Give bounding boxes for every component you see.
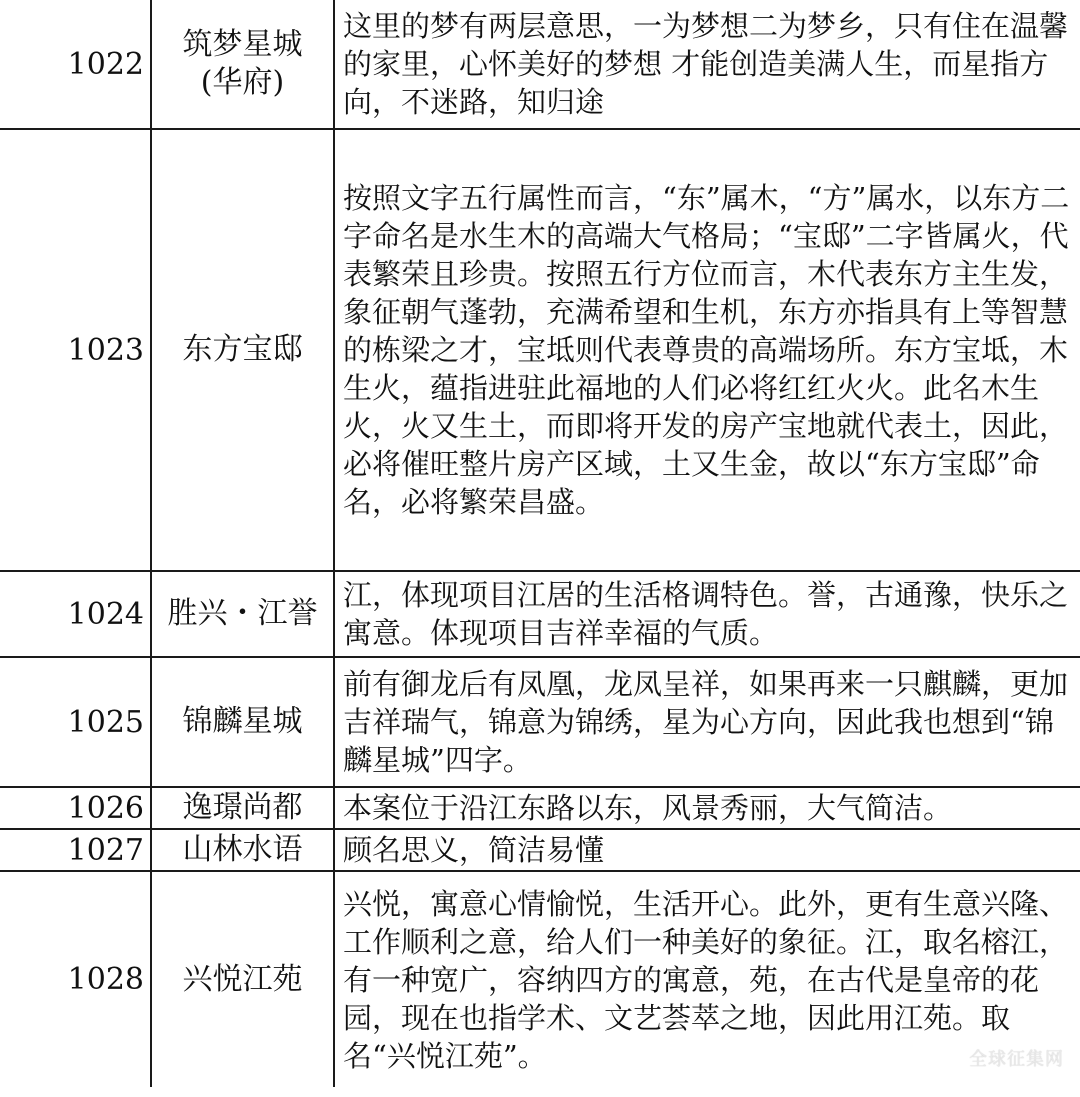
entry-description: 本案位于沿江东路以东，风景秀丽，大气简洁。 [334,787,1080,829]
entry-description: 兴悦，寓意心情愉悦，生活开心。此外，更有生意兴隆、工作顺利之意，给人们一种美好的象征。江，取名榕江，有一种宽广，容纳四方的寓意，苑，在古代是皇帝的花园，现在也指学术、文艺荟萃之地，因此用江苑。取名“兴悦江苑”。 [334,871,1080,1087]
entry-description: 前有御龙后有凤凰，龙凤呈祥，如果再来一只麒麟，更加吉祥瑞气，锦意为锦绣，星为心方向，因此我也想到“锦麟星城”四字。 [334,657,1080,787]
entry-name-line: 山林水语 [182,832,303,867]
entry-number: 1023 [0,129,151,571]
entry-number: 1025 [0,657,151,787]
table-row [0,871,1080,1087]
table-row [0,787,1080,829]
table-row [0,129,1080,571]
entry-name-line: 兴悦江苑 [182,961,303,997]
entry-description: 江，体现项目江居的生活格调特色。誉，古通豫，快乐之寓意。体现项目吉祥幸福的气质。 [334,571,1080,657]
watermark-logo: 全球征集网 [969,1049,1064,1070]
entry-name [151,657,334,787]
entry-number: 1027 [0,829,151,871]
entry-description: 这里的梦有两层意思，一为梦想二为梦乡，只有住在温馨的家里，心怀美好的梦想 才能创造美满人生，而星指方向，不迷路，知归途 [334,0,1080,129]
entry-name [151,0,334,129]
entry-description: 按照文字五行属性而言，“东”属木，“方”属水，以东方二字命名是水生木的高端大气格局；“宝邸”二字皆属火，代表繁荣且珍贵。按照五行方位而言，木代表东方主生发，象征朝气蓬勃，充满希望和生机，东方亦指具有上等智慧的栋梁之才，宝坻则代表尊贵的高端场所。东方宝坻，木生火，蕴指进驻此福地的人们必将红红火火。此名木生火，火又生土，而即将开发的房产宝地就代表土，因此，必将催旺整片房产区域，土又生金，故以“东方宝邸”命名，必将繁荣昌盛。 [334,129,1080,571]
entry-name-line: 胜兴・江誉 [167,596,318,631]
entry-name [151,571,334,657]
entry-name [151,129,334,571]
table-row [0,571,1080,657]
table-row [0,829,1080,871]
entry-description: 顾名思义，简洁易懂 [334,829,1080,871]
table-row [0,0,1080,129]
entry-name-line: 东方宝邸 [182,332,303,367]
entry-name [151,829,334,871]
entry-name-line: 筑梦星城 [182,27,303,62]
entry-number: 1026 [0,787,151,829]
entry-number: 1022 [0,0,151,129]
entry-number: 1028 [0,871,151,1087]
entry-name-line: (华府) [200,65,285,100]
entry-name [151,787,334,829]
table-row [0,657,1080,787]
entry-number: 1024 [0,571,151,657]
entry-name [151,871,334,1087]
entry-name-line: 逸璟尚都 [182,790,303,825]
entry-name-line: 锦麟星城 [182,704,303,739]
